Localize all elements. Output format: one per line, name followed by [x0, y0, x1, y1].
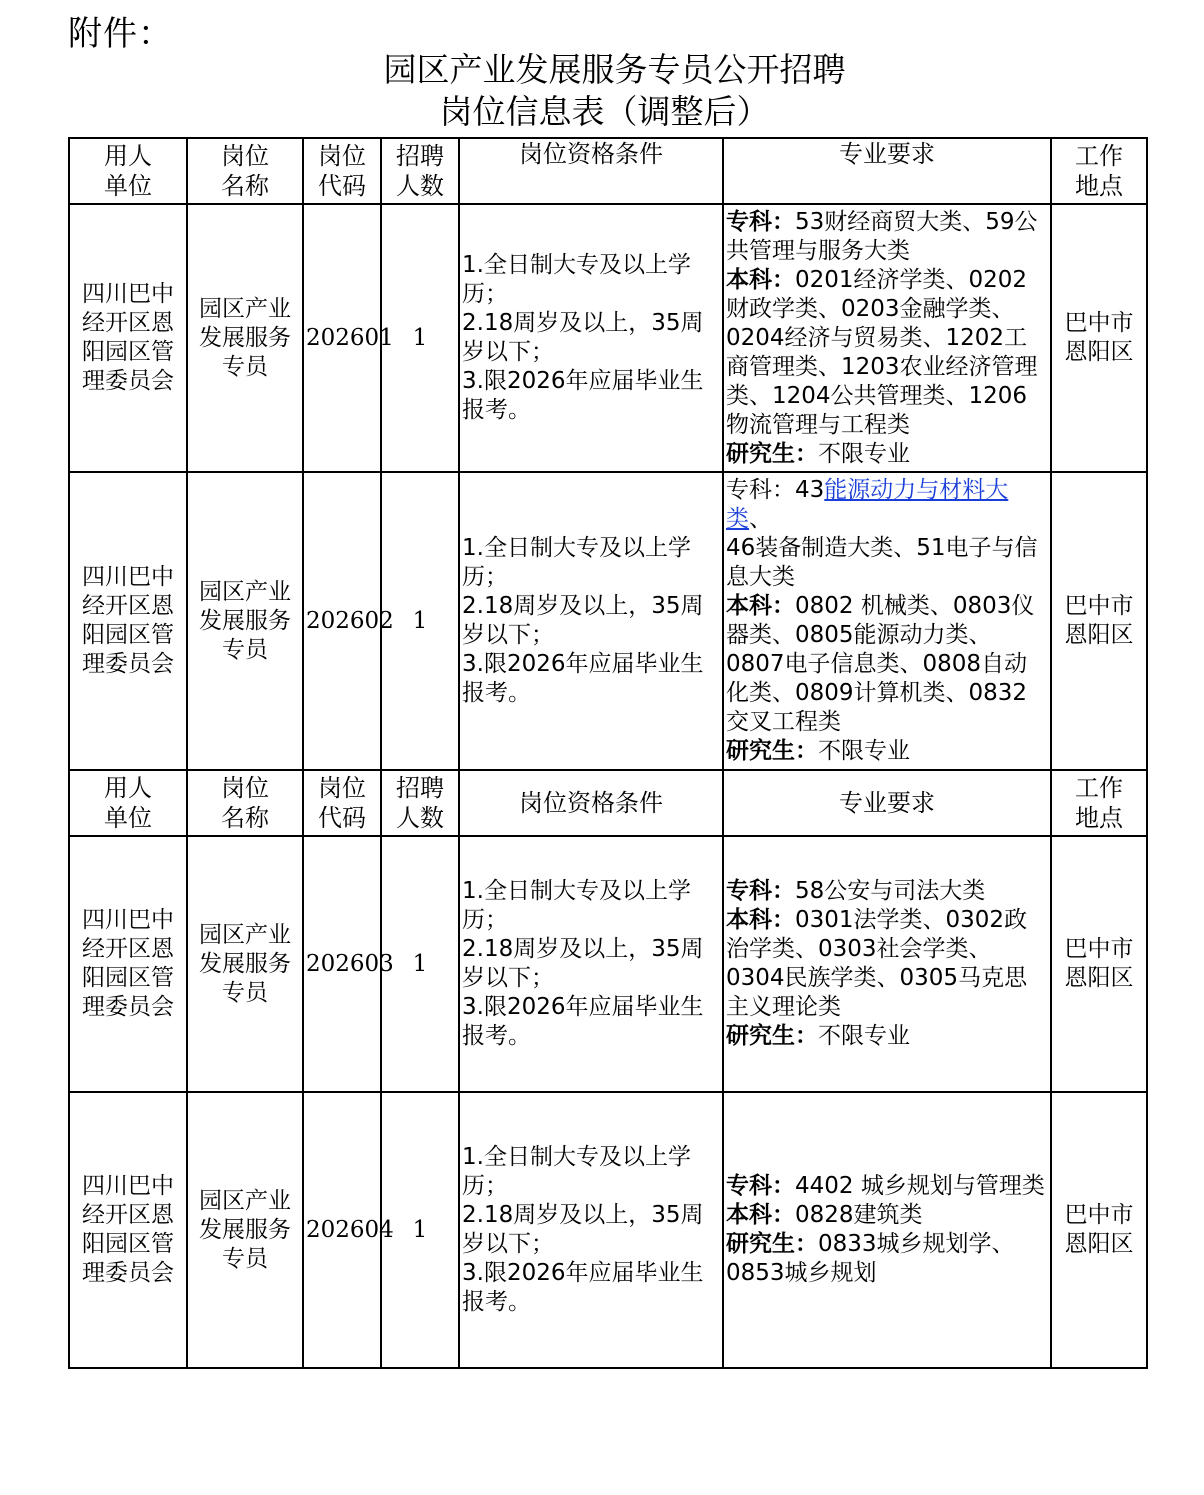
- header-count: 招聘 人数: [381, 138, 459, 204]
- code-cell: 202601: [303, 204, 381, 472]
- header-row-repeat: [69, 770, 1147, 836]
- header-major: 专业要求: [723, 138, 1051, 204]
- unit-cell: 四川巴中经开区恩阳园区管理委员会: [69, 836, 187, 1092]
- code-cell: 202604: [303, 1092, 381, 1368]
- header-unit: 用人 单位: [69, 770, 187, 836]
- position-cell: 园区产业发展服务专员: [187, 204, 303, 472]
- major-cell: 专科：53财经商贸大类、59公共管理与服务大类 本科：0201经济学类、0202财政学类、0203金融学类、0204经济与贸易类、1202工商管理类、1203农业经济管理类、1204公共管理类、1206物流管理与工程类 研究生：不限专业: [723, 204, 1051, 472]
- conditions-cell: 1.全日制大专及以上学历； 2.18周岁及以上，35周岁以下； 3.限2026年应届毕业生报考。: [459, 836, 723, 1092]
- unit-cell: 四川巴中经开区恩阳园区管理委员会: [69, 204, 187, 472]
- location-cell: 巴中市恩阳区: [1051, 1092, 1147, 1368]
- table-row: [69, 204, 1147, 472]
- header-position: 岗位 名称: [187, 770, 303, 836]
- header-row: [69, 138, 1147, 204]
- count-cell: 1: [381, 1092, 459, 1368]
- header-location: 工作 地点: [1051, 770, 1147, 836]
- attachment-label: 附件：: [68, 14, 173, 54]
- major-cell: 专科：58公安与司法大类 本科：0301法学类、0302政治学类、0303社会学类、0304民族学类、0305马克思主义理论类 研究生：不限专业: [723, 836, 1051, 1092]
- conditions-cell: 1.全日制大专及以上学历； 2.18周岁及以上，35周岁以下； 3.限2026年应届毕业生报考。: [459, 472, 723, 770]
- major-cell: 专科：4402 城乡规划与管理类 本科：0828建筑类 研究生：0833城乡规划学、0853城乡规划: [723, 1092, 1051, 1368]
- table-row: [69, 836, 1147, 1092]
- header-count: 招聘 人数: [381, 770, 459, 836]
- location-cell: 巴中市恩阳区: [1051, 472, 1147, 770]
- position-cell: 园区产业发展服务专员: [187, 472, 303, 770]
- header-conditions: 岗位资格条件: [459, 770, 723, 836]
- code-cell: 202603: [303, 836, 381, 1092]
- header-location: 工作 地点: [1051, 138, 1147, 204]
- table-row: [69, 1092, 1147, 1368]
- count-cell: 1: [381, 836, 459, 1092]
- header-code: 岗位 代码: [303, 770, 381, 836]
- major-link[interactable]: 能源动力与材料大类: [726, 477, 1009, 532]
- header-position: 岗位 名称: [187, 138, 303, 204]
- count-cell: 1: [381, 472, 459, 770]
- recruitment-table: [68, 137, 1148, 1369]
- location-cell: 巴中市恩阳区: [1051, 204, 1147, 472]
- unit-cell: 四川巴中经开区恩阳园区管理委员会: [69, 1092, 187, 1368]
- document-subtitle: 岗位信息表（调整后）: [439, 92, 770, 131]
- header-code: 岗位 代码: [303, 138, 381, 204]
- conditions-cell: 1.全日制大专及以上学历； 2.18周岁及以上，35周岁以下； 3.限2026年应届毕业生报考。: [459, 204, 723, 472]
- unit-cell: 四川巴中经开区恩阳园区管理委员会: [69, 472, 187, 770]
- conditions-cell: 1.全日制大专及以上学历； 2.18周岁及以上，35周岁以下； 3.限2026年应届毕业生报考。: [459, 1092, 723, 1368]
- location-cell: 巴中市恩阳区: [1051, 836, 1147, 1092]
- header-major: 专业要求: [723, 770, 1051, 836]
- code-cell: 202602: [303, 472, 381, 770]
- table-row: [69, 472, 1147, 770]
- count-cell: 1: [381, 204, 459, 472]
- major-cell: 专科：43能源动力与材料大类、 46装备制造大类、51电子与信息大类 本科：0802 机械类、0803仪器类、0805能源动力类、0807电子信息类、0808自动化类、0809计算机类、0832交叉工程类 研究生：不限专业: [723, 472, 1051, 770]
- header-conditions: 岗位资格条件: [459, 138, 723, 204]
- header-unit: 用人 单位: [69, 138, 187, 204]
- document-title: 园区产业发展服务专员公开招聘: [383, 50, 846, 89]
- position-cell: 园区产业发展服务专员: [187, 836, 303, 1092]
- position-cell: 园区产业发展服务专员: [187, 1092, 303, 1368]
